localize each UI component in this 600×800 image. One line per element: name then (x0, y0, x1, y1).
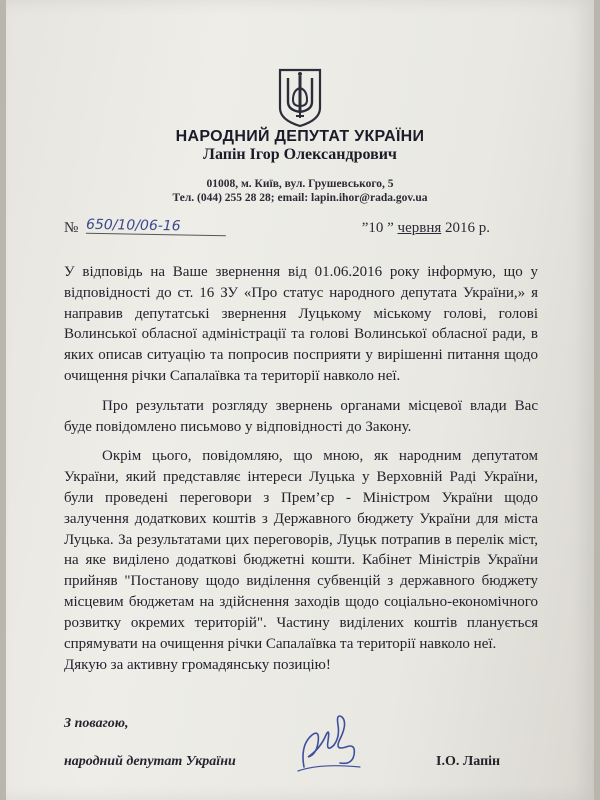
trident-emblem-icon (276, 66, 324, 128)
reference-date (362, 220, 490, 237)
handwritten-signature-icon (290, 705, 370, 780)
letterhead-address: 01008, м. Київ, вул. Грушевського, 5 (206, 178, 394, 190)
body-paragraph-2: Про результати розгляду звернень органами місцевої влади Вас буде повідомлено письмово у відповідності до Закону. (64, 397, 538, 435)
body-paragraph-3: Окрім цього, повідомляю, що мною, як народним депутатом України, який представляє інтереси Луцька у Верховній Раді України, були проведені переговори з Прем’єр - Міністром України щодо залучення додаткових коштів з Державного бюджету України для міста Луцька. За результатами цих переговорів, Луцьк потрапив в перелік міст, на яке виділено додаткові бюджетні кошти. Кабінет Міністрів України прийняв "Постанову щодо виділення субвенцій з державного бюджету місцевим бюджетам на здійснення заходів щодо соціально-економічного розвитку окремих територій". Частину виділених коштів планується спрямувати на очищення річки Сапалаївка та території навколо неї. (64, 448, 538, 652)
date-year: 2016 р. (441, 220, 490, 236)
letter-body (64, 262, 538, 663)
signatory-name: І.О. Лапін (436, 754, 501, 769)
reference-number: 650/10/06-16 (86, 217, 226, 236)
reference-number-label: № (64, 220, 79, 236)
signatory-position: народний депутат України (64, 754, 236, 769)
regards-line: З повагою, (64, 716, 129, 731)
reference-row (64, 216, 490, 242)
letterhead-contacts: Тел. (044) 255 28 28; email: lapin.ihor@rada.gov.ua (172, 192, 428, 204)
date-day: ”10 ” (361, 220, 394, 236)
body-paragraph-1: У відповідь на Ваше звернення від 01.06.2016 року інформую, що у відповідності до ст. 16 ЗУ «Про статус народного депутата України,» я направив депутатські звернення Луцькому міському голові, голові Волинської обласної адміністрації та голові Волинської обласної ради, в яких описав ситуацію та попросив посприяти у вирішенні питання щодо очищення річки Сапалаївка та території навколо неї. (64, 264, 538, 384)
letterhead-title: НАРОДНИЙ ДЕПУТАТ УКРАЇНИ (175, 128, 425, 145)
letterhead-name: Лапін Ігор Олександрович (203, 146, 397, 163)
thanks-line: Дякую за активну громадянську позицію! (64, 657, 331, 673)
date-month: червня (397, 220, 442, 236)
